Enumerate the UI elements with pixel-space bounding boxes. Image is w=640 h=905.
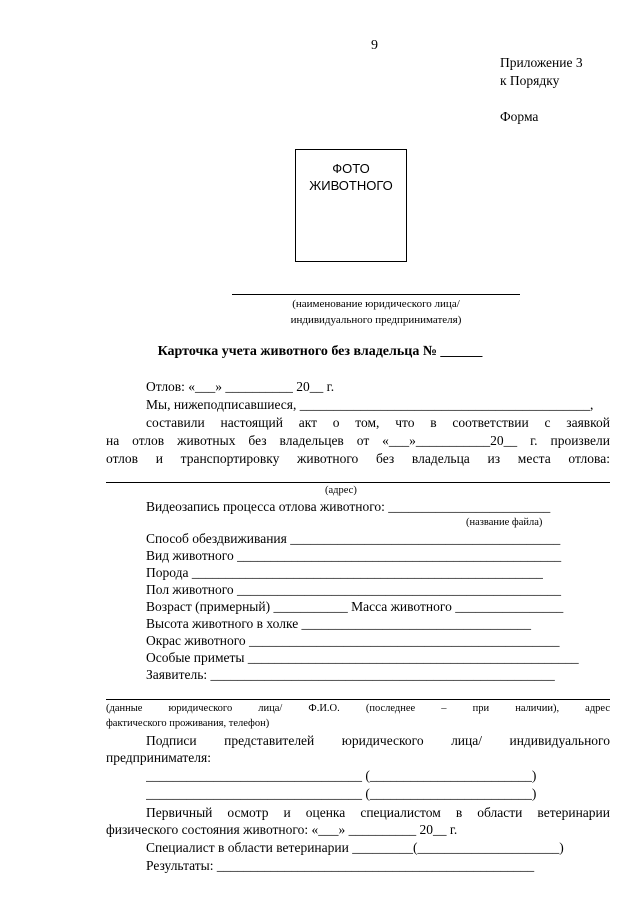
address-line <box>106 482 610 483</box>
appendix-number: Приложение 3 <box>500 55 583 70</box>
exam-line-2: физического состояния животного: «___» __________ 20__ г. <box>106 822 458 837</box>
height-line: Высота животного в холке __________________________________ <box>146 616 532 631</box>
undersigned-line: Мы, нижеподписавшиеся, ___________________________________________, <box>146 397 594 412</box>
act-line-2: на отлов животных без владельцев от «___»___________20__ г. произвели <box>106 433 610 448</box>
applicant-line: Заявитель: ___________________________________________________ <box>146 667 555 682</box>
age-mass-line: Возраст (примерный) ___________ Масса животного ________________ <box>146 599 564 614</box>
vet-line: Специалист в области ветеринарии _________(_____________________) <box>146 840 564 855</box>
act-line-1: составили настоящий акт о том, что в соответствии с заявкой <box>146 415 610 430</box>
form-label: Форма <box>500 109 539 124</box>
breed-line: Порода ____________________________________________________ <box>146 565 543 580</box>
document-title: Карточка учета животного без владельца № ______ <box>157 344 483 359</box>
marks-line: Особые приметы _________________________________________________ <box>146 650 579 665</box>
signatures-line-1: Подписи представителей юридического лица/ индивидуального <box>146 733 610 748</box>
video-line: Видеозапись процесса отлова животного: ________________________ <box>146 499 551 514</box>
page-number: 9 <box>371 38 378 53</box>
appendix-reference: к Порядку <box>500 73 560 88</box>
applicant-caption-1: (данные юридического лица/ Ф.И.О. (последнее – при наличии), адрес <box>106 703 610 714</box>
exam-line-1: Первичный осмотр и оценка специалистом в области ветеринарии <box>146 805 610 820</box>
signature-b: ________________________________ (________________________) <box>146 786 537 801</box>
signatures-line-2: предпринимателя: <box>106 750 211 765</box>
applicant-extra-line <box>106 699 610 700</box>
file-caption: (название файла) <box>466 517 543 528</box>
color-line: Окрас животного ______________________________________________ <box>146 633 560 648</box>
photo-box <box>295 149 407 262</box>
org-caption-line2: индивидуального предпринимателя) <box>290 314 462 326</box>
act-line-3: отлов и транспортировку животного без владельца из места отлова: <box>106 451 610 466</box>
applicant-caption-2: фактического проживания, телефон) <box>106 718 270 729</box>
org-name-line <box>232 294 520 295</box>
photo-box-line1: ФОТО <box>332 161 370 176</box>
org-caption-line1: (наименование юридического лица/ <box>292 298 460 310</box>
results-line: Результаты: _______________________________________________ <box>146 858 535 873</box>
signature-a: ________________________________ (________________________) <box>146 768 537 783</box>
catch-date-line: Отлов: «___» __________ 20__ г. <box>146 379 335 394</box>
immobilize-line: Способ обездвиживания ________________________________________ <box>146 531 561 546</box>
species-line: Вид животного ________________________________________________ <box>146 548 562 563</box>
sex-line: Пол животного ________________________________________________ <box>146 582 562 597</box>
address-caption: (адрес) <box>325 485 357 496</box>
photo-box-line2: ЖИВОТНОГО <box>309 178 393 193</box>
